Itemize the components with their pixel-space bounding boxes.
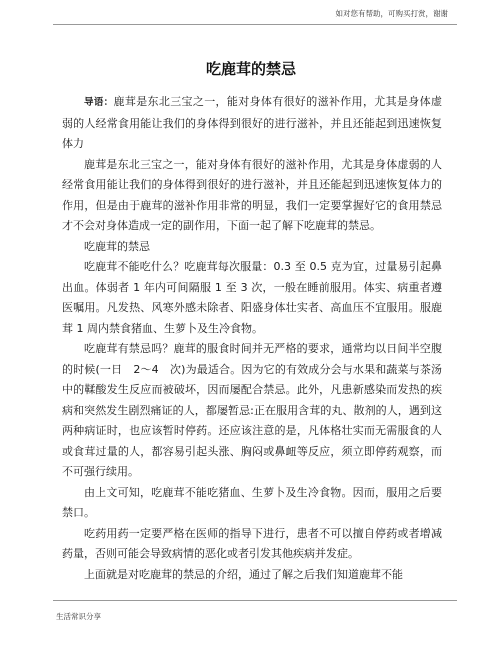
section-heading: 吃鹿茸的禁忌 — [84, 239, 150, 253]
lead-text: 鹿茸是东北三宝之一，能对身体有很好的滋补作用，尤其是身体虚弱的人经常食用能让我们的身体得到很好的进行滋补，并且还能起到迅速恢复体力 — [62, 95, 442, 150]
paragraph: 由上文可知，吃鹿茸不能吃猪血、生萝卜及生冷食物。因而，服用之后要禁口。 — [62, 485, 442, 519]
article-body — [62, 92, 442, 585]
paragraph: 吃药用药一定要严格在医师的指导下进行，患者不可以擅自停药或者增减药量，否则可能会导致病情的恶化或者引发其他疾病并发症。 — [62, 526, 442, 560]
lead-paragraph — [62, 92, 442, 155]
paragraph: 吃鹿茸有禁忌吗？鹿茸的服食时间并无严格的要求，通常均以日间半空腹的时候(一日 2～4 次)为最适合。因为它的有效成分会与水果和蔬菜与茶汤中的鞣酸发生反应而被破坏，因而屡配合禁忌。此外，凡患新感染而发热的疾病和突然发生剧烈痛证的人，都屡暂忌:正在服用含茸的丸、散剂的人，遇到这两种病证时，也应该暂时停药。还应该注意的是，凡体格壮实而无需服食的人或食茸过量的人，都容易引起头涨、胸闷或鼻衄等反应，须立即停药观察，而不可强行续用。 — [62, 342, 442, 478]
footer-note: 生活常识分享 — [56, 612, 101, 621]
header-note: 如对您有帮助，可购买打赏，谢谢 — [335, 9, 448, 18]
page-title: 吃鹿茸的禁忌 — [205, 60, 296, 78]
paragraph: 吃鹿茸不能吃什么？吃鹿茸每次服量：0.3 至 0.5 克为宜，过量易引起鼻出血。体弱者 1 年内可间隔服 1 至 3 次，一般在睡前服用。体实、病重者遵医嘱用。凡发热、风寒外感未除者、阳盛身体壮实者、高血压不宜服用。服鹿茸 1 周内禁食猪血、生萝卜及生冷食物。 — [62, 260, 442, 335]
footer-divider — [53, 600, 457, 601]
lead-label: 导语： — [84, 97, 114, 108]
paragraph: 上面就是对吃鹿茸的禁忌的介绍，通过了解之后我们知道鹿茸不能 — [84, 567, 403, 581]
paragraph: 鹿茸是东北三宝之一，能对身体有很好的滋补作用，尤其是身体虚弱的人经常食用能让我们的身体得到很好的进行滋补，并且还能起到迅速恢复体力的作用，但是由于鹿茸的滋补作用非常的明显，我们一定要掌握好它的食用禁忌才不会对身体造成一定的副作用，下面一起了解下吃鹿茸的禁忌。 — [62, 157, 442, 232]
header-divider — [53, 24, 457, 25]
